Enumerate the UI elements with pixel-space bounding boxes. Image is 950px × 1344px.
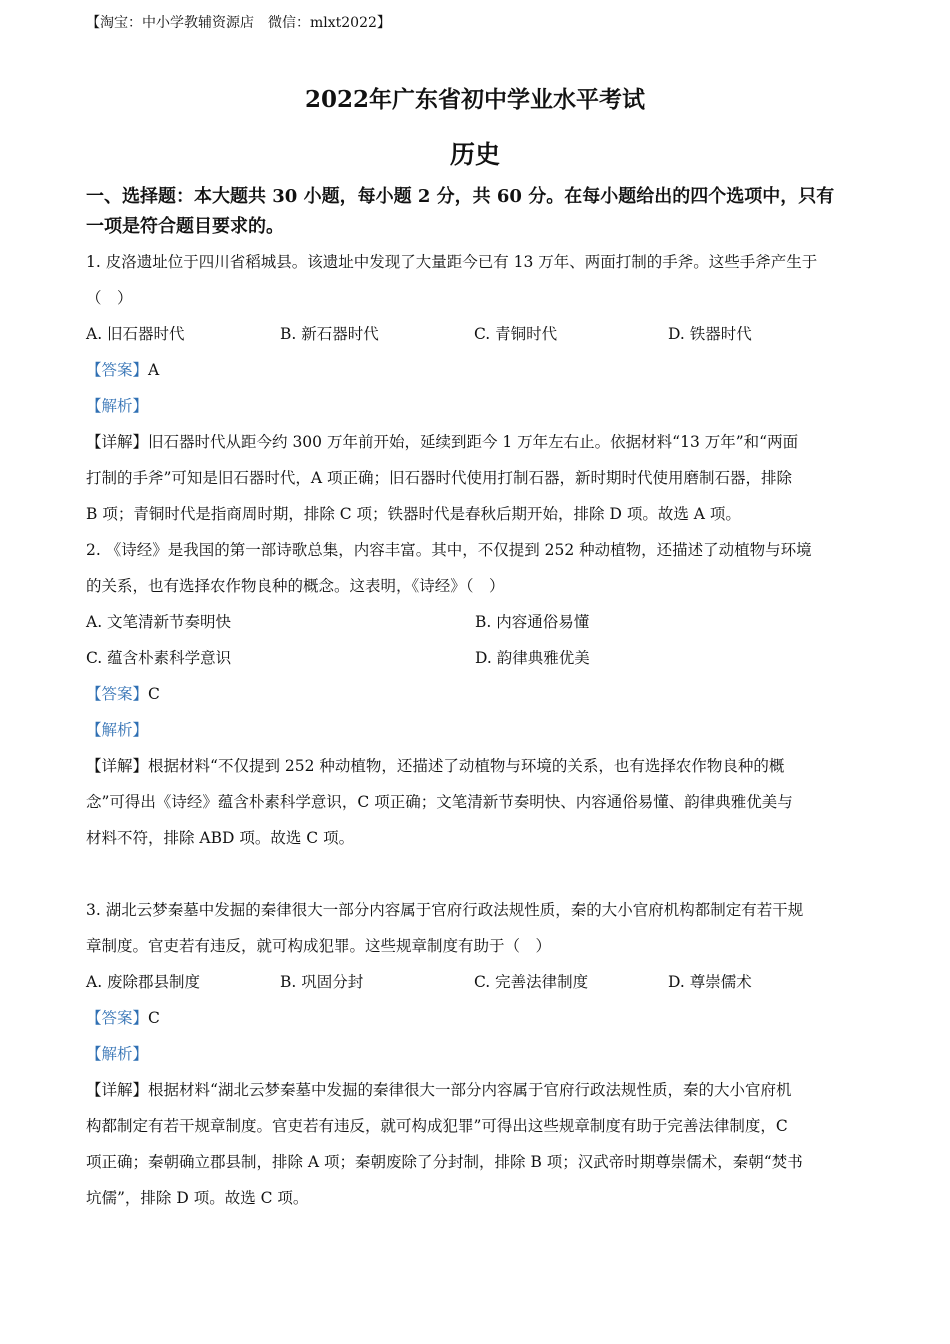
section-heading <box>86 182 864 242</box>
exam-title: 2022年广东省初中学业水平考试 <box>304 86 645 113</box>
detail-text: 根据材料“不仅提到 252 种动植物，还描述了动植物与环境的关系，也有选择农作物良种的概 <box>148 757 785 775</box>
question-3 <box>86 892 864 1216</box>
detail-label: 【详解】 <box>86 433 149 451</box>
answer-line <box>86 352 864 388</box>
option-a: A. 废除郡县制度 <box>86 973 201 991</box>
blank-gap <box>86 856 864 892</box>
section-heading-line: 一项是符合题目要求的。 <box>86 216 284 237</box>
section-heading-line: 一、选择题：本大题共 30 小题，每小题 2 分，共 60 分。在每小题给出的四个选项中，只有 <box>86 186 835 207</box>
options-row <box>86 316 864 352</box>
analysis-label: 【解析】 <box>86 721 149 739</box>
detail-text: 旧石器时代从距今约 300 万年前开始，延续到距今 1 万年左右止。依据材料“13 万年”和“两面 <box>148 433 799 451</box>
options-row <box>86 604 864 640</box>
detail-text: 念”可得出《诗经》蕴含朴素科学意识，C 项正确；文笔清新节奏明快、内容通俗易懂、韵律典雅优美与 <box>86 793 793 811</box>
option-c: C. 完善法律制度 <box>474 973 589 991</box>
detail-text: 项正确；秦朝确立郡县制，排除 A 项；秦朝废除了分封制，排除 B 项；汉武帝时期尊崇儒术，秦朝“焚书 <box>86 1153 803 1171</box>
question-stem: 2. 《诗经》是我国的第一部诗歌总集，内容丰富。其中，不仅提到 252 种动植物，还描述了动植物与环境 <box>86 541 812 559</box>
detail-text: 材料不符，排除 ABD 项。故选 C 项。 <box>86 829 355 847</box>
answer-value: C <box>148 1009 160 1027</box>
option-d: D. 尊崇儒术 <box>668 973 752 991</box>
question-stem: 的关系，也有选择农作物良种的概念。这表明，《诗经》（ ） <box>86 577 505 595</box>
analysis-line <box>86 1036 864 1072</box>
option-b: B. 新石器时代 <box>280 325 379 343</box>
detail-text: 打制的手斧”可知是旧石器时代，A 项正确；旧石器时代使用打制石器，新时期时代使用磨制石器，排除 <box>86 469 793 487</box>
answer-label: 【答案】 <box>86 361 149 379</box>
analysis-line <box>86 712 864 748</box>
options-row <box>86 640 864 676</box>
options-row <box>86 964 864 1000</box>
detail-text: 根据材料“湖北云梦秦墓中发掘的秦律很大一部分内容属于官府行政法规性质，秦的大小官府机 <box>148 1081 792 1099</box>
option-c: C. 青铜时代 <box>474 325 558 343</box>
detail-line <box>86 424 864 460</box>
answer-label: 【答案】 <box>86 1009 149 1027</box>
detail-text: B 项；青铜时代是指商周时期，排除 C 项；铁器时代是春秋后期开始，排除 D 项。故选 A 项。 <box>86 505 741 523</box>
option-c: C. 蕴含朴素科学意识 <box>86 649 232 667</box>
document-body <box>86 182 864 1216</box>
detail-line <box>86 1072 864 1108</box>
question-stem: （ ） <box>86 289 133 307</box>
option-d: D. 铁器时代 <box>668 325 752 343</box>
answer-line <box>86 1000 864 1036</box>
question-stem: 3. 湖北云梦秦墓中发掘的秦律很大一部分内容属于官府行政法规性质，秦的大小官府机构都制定有若干规 <box>86 901 804 919</box>
answer-value: C <box>148 685 160 703</box>
option-d: D. 韵律典雅优美 <box>475 649 590 667</box>
question-stem: 章制度。官吏若有违反，就可构成犯罪。这些规章制度有助于（ ） <box>86 937 552 955</box>
question-2 <box>86 532 864 856</box>
detail-line <box>86 748 864 784</box>
header-note: 【淘宝：中小学教辅资源店 微信：mlxt2022】 <box>86 15 391 31</box>
answer-label: 【答案】 <box>86 685 149 703</box>
answer-value: A <box>148 361 160 379</box>
question-1 <box>86 244 864 532</box>
subject-title: 历史 <box>449 140 500 169</box>
option-b: B. 巩固分封 <box>280 973 364 991</box>
detail-label: 【详解】 <box>86 757 149 775</box>
option-b: B. 内容通俗易懂 <box>475 613 590 631</box>
analysis-label: 【解析】 <box>86 397 149 415</box>
detail-text: 坑儒”，排除 D 项。故选 C 项。 <box>86 1189 309 1207</box>
analysis-label: 【解析】 <box>86 1045 149 1063</box>
analysis-line <box>86 388 864 424</box>
detail-text: 构都制定有若干规章制度。官吏若有违反，就可构成犯罪”可得出这些规章制度有助于完善法律制度，C <box>86 1117 788 1135</box>
option-a: A. 旧石器时代 <box>86 325 185 343</box>
answer-line <box>86 676 864 712</box>
question-stem: 1. 皮洛遗址位于四川省稻城县。该遗址中发现了大量距今已有 13 万年、两面打制的手斧。这些手斧产生于 <box>86 253 818 271</box>
option-a: A. 文笔清新节奏明快 <box>86 613 232 631</box>
detail-label: 【详解】 <box>86 1081 149 1099</box>
